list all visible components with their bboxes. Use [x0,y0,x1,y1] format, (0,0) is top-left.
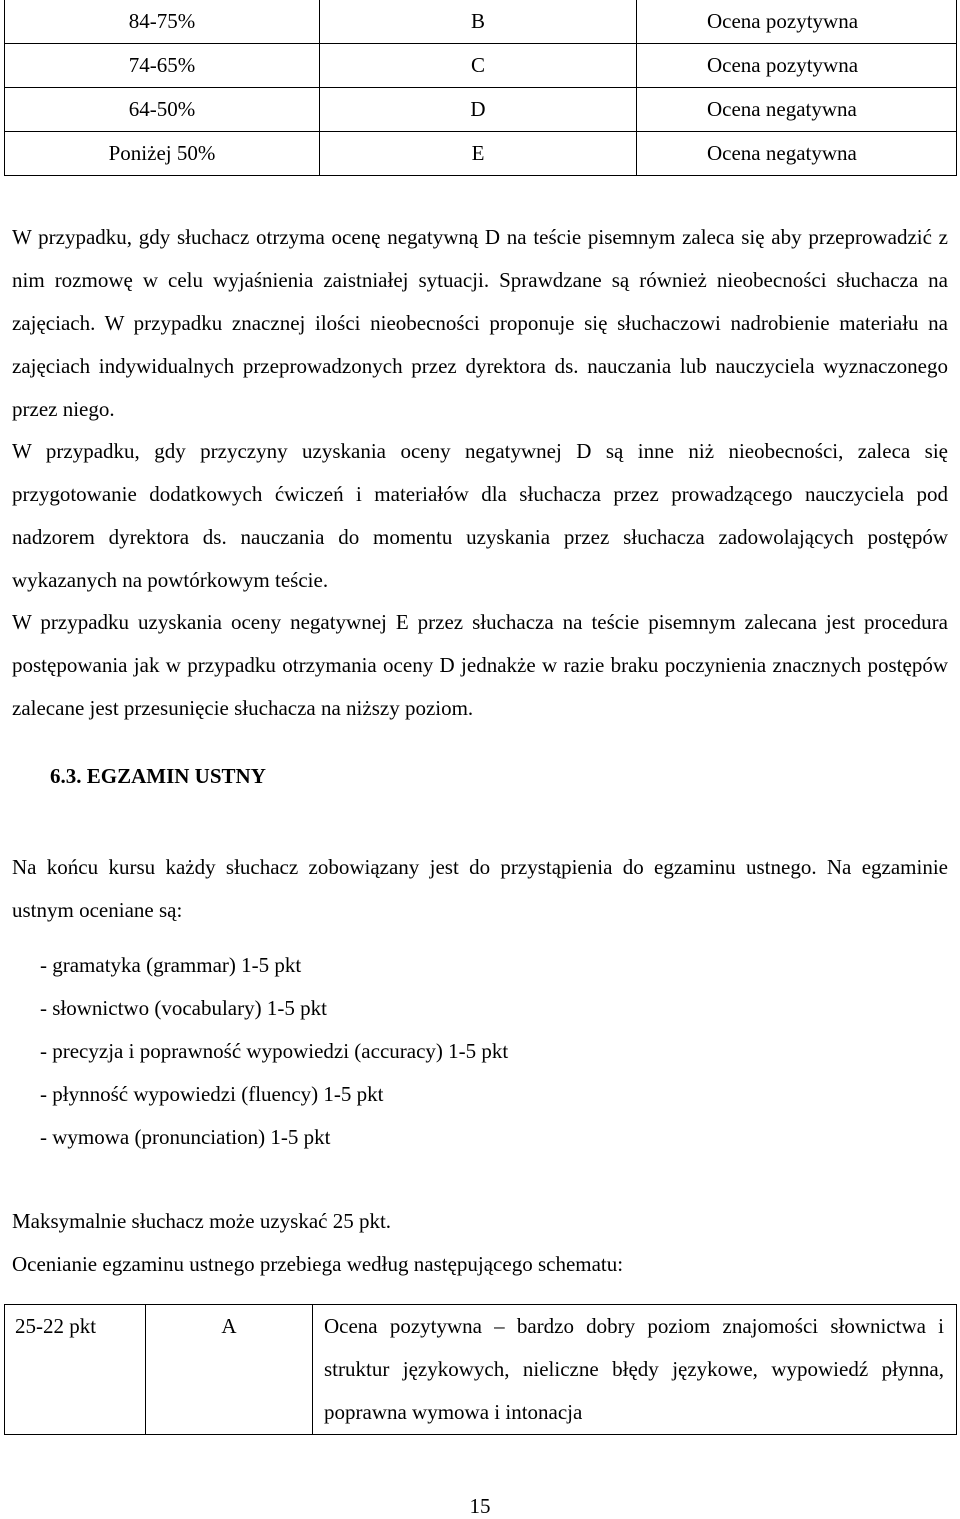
list-item: - słownictwo (vocabulary) 1-5 pkt [40,996,327,1020]
list-item: - płynność wypowiedzi (fluency) 1-5 pkt [40,1082,384,1106]
grade-table-written [4,0,957,176]
list-item: - gramatyka (grammar) 1-5 pkt [40,953,302,977]
description-cell: Ocena pozytywna – bardzo dobry poziom znajomości słownictwa i struktur językowych, nieliczne błędy językowe, wypowiedź płynna, poprawna wymowa i intonacja [313,1305,957,1435]
max-points-text: Maksymalnie słuchacz może uzyskać 25 pkt. [12,1209,392,1233]
grade-cell: A [146,1305,313,1435]
table-row [5,1305,957,1435]
paragraph-other-reasons: W przypadku, gdy przyczyny uzyskania oceny negatywnej D są inne niż nieobecności, zaleca się przygotowanie dodatkowych ćwiczeń i materiałów dla słuchacza przez prowadzącego nauczyciela pod nadzorem dyrektora ds. nauczania do momentu uzyskania przez słuchacza zadowolających postępów wykazanych na powtórkowym teście. [12,439,948,592]
range-cell: 25-22 pkt [5,1305,146,1435]
section-heading: 6.3. EGZAMIN USTNY [50,764,266,788]
table-row [5,132,957,176]
grade-table-oral [4,1304,957,1435]
page-number: 15 [469,1494,491,1518]
grade-cell: D [320,88,637,132]
result-cell: Ocena negatywna [637,88,957,132]
range-cell: Poniżej 50% [5,132,320,176]
table-row [5,0,957,44]
table-row [5,88,957,132]
result-cell: Ocena pozytywna [637,44,957,88]
list-item: - precyzja i poprawność wypowiedzi (accuracy) 1-5 pkt [40,1039,509,1063]
list-item: - wymowa (pronunciation) 1-5 pkt [40,1125,331,1149]
paragraph-negative-d-test: W przypadku, gdy słuchacz otrzyma ocenę negatywną D na teście pisemnym zaleca się aby przeprowadzić z nim rozmowę w celu wyjaśnienia zaistniałej sytuacji. Sprawdzane są również nieobecności słuchacza na zajęciach. W przypadku znacznej ilości nieobecności proponuje się słuchaczowi nadrobienie materiału na zajęciach indywidualnych przeprowadzonych przez dyrektora ds. nauczania lub nauczyciela wyznaczonego przez niego. [12,225,948,421]
grade-cell: E [320,132,637,176]
range-cell: 84-75% [5,0,320,44]
grade-cell: C [320,44,637,88]
paragraph-negative-e-test: W przypadku uzyskania oceny negatywnej E przez słuchacza na teście pisemnym zalecana jest procedura postępowania jak w przypadku otrzymania oceny D jednakże w razie braku poczynienia znacznych postępów zalecane jest przesunięcie słuchacza na niższy poziom. [12,610,948,720]
range-cell: 64-50% [5,88,320,132]
table-row [5,44,957,88]
scheme-intro-text: Ocenianie egzaminu ustnego przebiega według następującego schematu: [12,1252,624,1276]
result-cell: Ocena pozytywna [637,0,957,44]
grade-cell: B [320,0,637,44]
range-cell: 74-65% [5,44,320,88]
result-cell: Ocena negatywna [637,132,957,176]
oral-exam-intro: Na końcu kursu każdy słuchacz zobowiązany jest do przystąpienia do egzaminu ustnego. Na egzaminie ustnym oceniane są: [12,855,948,922]
criteria-list [40,944,508,1159]
